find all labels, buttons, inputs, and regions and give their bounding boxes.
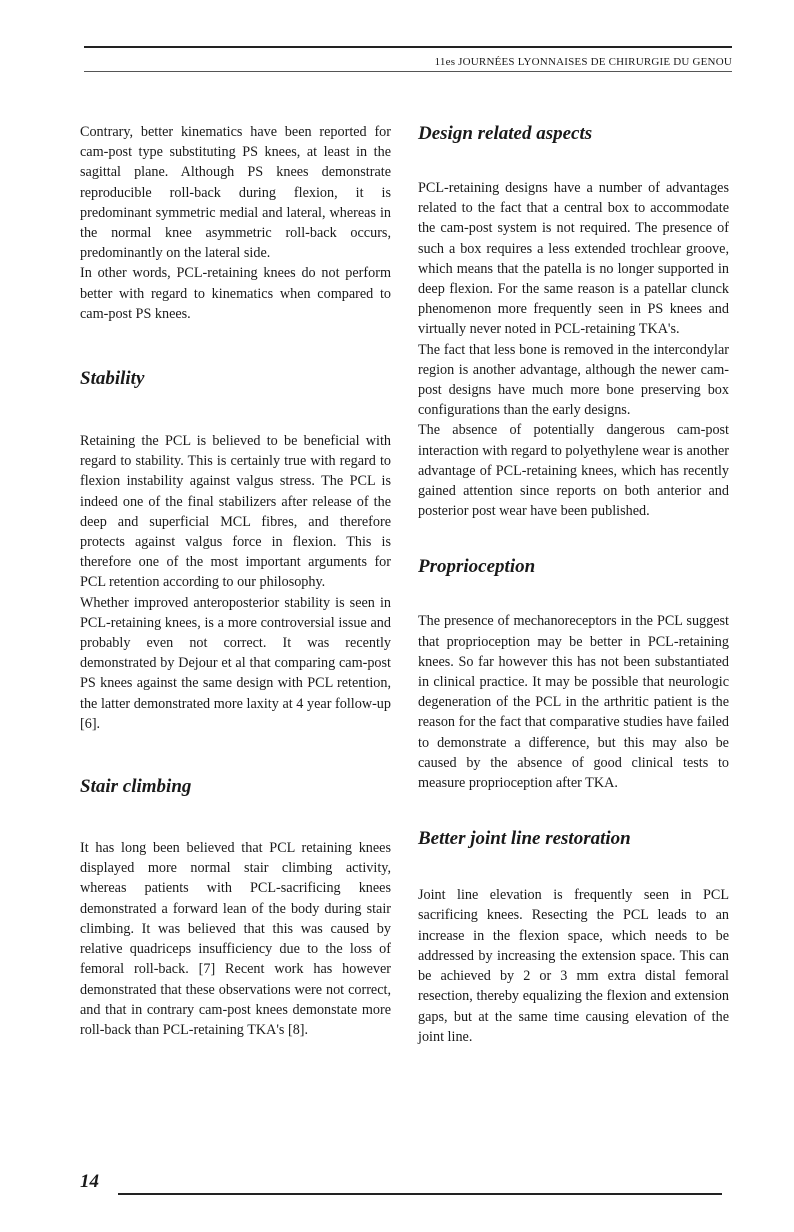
heading-stair-climbing: Stair climbing [80, 776, 192, 798]
heading-stability: Stability [80, 368, 145, 390]
left-column [80, 122, 391, 1040]
paragraph-stair-climbing: It has long been believed that PCL retaining knees displayed more normal stair climbing activity, whereas patients with PCL-sacrificing knees demonstrated a forward lean of the body during stair climbing. It was believed that this was caused by relative quadriceps insufficiency due to the loss of femoral roll-back. [7] Recent work has however demonstrated that these observations were not correct, and that in contrary cam-post knees demonstate more roll-back than PCL-retaining TKA's [8]. [80, 840, 391, 1038]
paragraph-stability-ap: Whether improved anteroposterior stability is seen in PCL-retaining knees, is a more controversial issue and probably even not correct. It was recently demonstrated by Dejour et al that comparing cam-post PS knees against the same design with PCL retention, the latter demonstrated more laxity at 4 year follow-up [6]. [80, 594, 391, 732]
heading-proprioception: Proprioception [418, 556, 536, 578]
paragraph-kinematics-conclusion: In other words, PCL-retaining knees do not perform better with regard to kinematics when compared to cam-post PS knees. [80, 265, 391, 322]
running-header: 11es JOURNÉES LYONNAISES DE CHIRURGIE DU GENOU [434, 56, 732, 68]
page-number: 14 [80, 1171, 99, 1192]
heading-design-aspects: Design related aspects [418, 123, 593, 144]
paragraph-design-bone: The fact that less bone is removed in the intercondylar region is another advantage, although the newer cam-post designs have much more bone preserving box configurations than the early designs. [418, 341, 729, 419]
header-bottom-rule [84, 71, 732, 72]
heading-joint-line: Better joint line restoration [418, 828, 631, 850]
paragraph-design-box: PCL-retaining designs have a number of advantages related to the fact that a central box to accommodate the cam-post system is not required. The presence of such a box requires a less extended trochlear groove, which means that the patella is no longer supported in deep flexion. For the same reason is a patellar clunck phenomenon more frequently seen in PS knees and virtually never noted in PCL-retaining TKA's. [418, 180, 729, 338]
paragraph-stability-valgus: Retaining the PCL is believed to be beneficial with regard to stability. This is certainly true with regard to flexion instability against valgus stress. The PCL is indeed one of the final stabilizers after release of the deep and superficial MCL fibres, and therefore protects against valgus force in flexion. This is therefore one of the most important arguments for PCL retention according to our philosophy. [80, 433, 391, 591]
paragraph-design-wear: The absence of potentially dangerous cam-post interaction with regard to polyethylene wear is another advantage of PCL-retaining knees, which has recently gained attention since reports on both anterior and posterior post wear have been published. [418, 422, 729, 520]
footer-rule [118, 1193, 722, 1195]
paragraph-proprioception: The presence of mechanoreceptors in the PCL suggest that proprioception may be better in PCL-retaining knees. So far however this has not been substantiated in clinical practice. It may be possible that neurologic degeneration of the PCL in the arthritic patient is the reason for the fact that comparative studies have failed to demonstrate a difference, but this may also be caused by the absence of good clinical tests to measure proprioception after TKA. [418, 613, 729, 792]
right-column [418, 122, 729, 1047]
paragraph-kinematics: Contrary, better kinematics have been reported for cam-post type substituting PS knees, at least in the sagittal plane. Although PS knees demonstrate reproducible roll-back during flexion, it is predominant symmetric medial and lateral, whereas in the normal knee asymmetric roll-back occurs, predominantly on the lateral side. [80, 124, 391, 262]
paragraph-joint-line: Joint line elevation is frequently seen in PCL sacrificing knees. Resecting the PCL leads to an increase in the flexion space, which needs to be addressed by increasing the extension space. This can be achieved by 2 or 3 mm extra distal femoral resection, thereby equalizing the flexion and extension gaps, but at the same time causing elevation of the joint line. [418, 887, 729, 1045]
header-top-rule [84, 46, 732, 48]
